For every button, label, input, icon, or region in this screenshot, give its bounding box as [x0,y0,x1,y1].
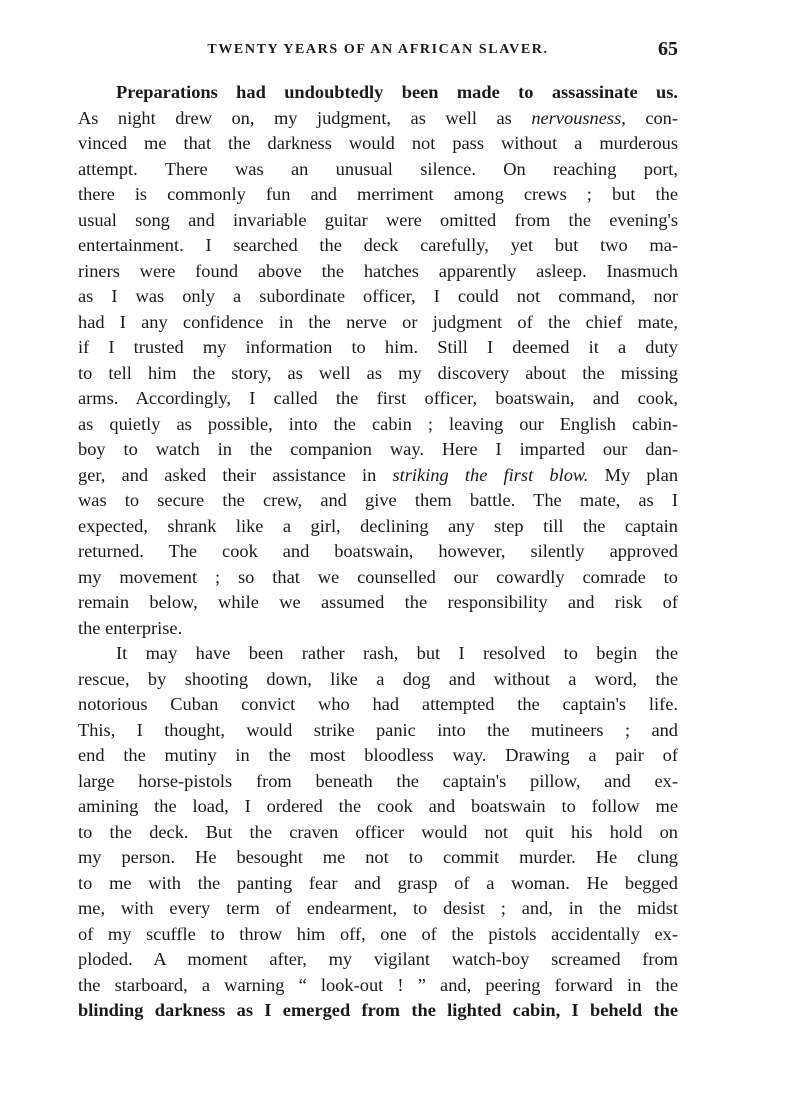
body-text [78,80,678,1024]
text-line: It may have been rather rash, but I resolved to begin the [116,643,678,663]
text-line: to the deck. But the craven officer would not quit his hold on [78,821,678,842]
text-line [78,463,678,489]
text-line: boy to watch in the companion way. Here I imparted our dan- [78,439,678,459]
text-line: my movement ; so that we counselled our cowardly comrade to [78,566,678,587]
text-line: me, with every term of endearment, to desist ; and, in the midst [78,898,678,918]
text-line: attempt. There was an unusual silence. On reaching port, [78,158,678,179]
text-fragment: As night drew on, my judgment, as well as [78,107,532,128]
text-line: vinced me that the darkness would not pass without a murderous [78,133,678,153]
text-line: to me with the panting fear and grasp of a woman. He begged [78,872,678,893]
text-line: expected, shrank like a girl, declining any step till the captain [78,515,678,536]
italic-word: nervousness [531,107,622,128]
text-line: ploded. A moment after, my vigilant watch-boy screamed from [78,949,678,969]
text-line: entertainment. I searched the deck carefully, yet but two ma- [78,235,678,255]
italic-phrase: striking the first blow. [392,464,589,485]
text-line: arms. Accordingly, I called the first officer, boatswain, and cook, [78,388,678,408]
page-number: 65 [658,38,678,60]
text-line: was to secure the crew, and give them battle. The mate, as I [78,490,678,510]
text-line: as quietly as possible, into the cabin ; leaving our English cabin- [78,413,678,434]
text-line: Preparations had undoubtedly been made to assassinate us. [116,82,678,102]
text-line [78,106,678,132]
text-line: usual song and invariable guitar were omitted from the evening's [78,209,678,230]
text-line: of my scuffle to throw him off, one of the pistols accidentally ex- [78,923,678,944]
running-title: TWENTY YEARS OF AN AFRICAN SLAVER. [207,42,549,57]
text-fragment: , con- [621,107,679,128]
text-line: my person. He besought me not to commit murder. He clung [78,847,678,867]
text-fragment: My plan [588,464,679,485]
text-line: riners were found above the hatches apparently asleep. Inasmuch [78,260,678,281]
text-line: rescue, by shooting down, like a dog and without a word, the [78,668,678,689]
text-fragment: ger, and asked their assistance in [78,464,393,485]
running-head [78,38,678,64]
text-line: the starboard, a warning “ look-out ! ” and, peering forward in the [78,974,678,995]
text-line: as I was only a subordinate officer, I could not command, nor [78,286,678,306]
text-line: had I any confidence in the nerve or judgment of the chief mate, [78,311,678,332]
text-line: the enterprise. [78,617,183,638]
text-line: if I trusted my information to him. Still I deemed it a duty [78,337,678,357]
text-line: returned. The cook and boatswain, however, silently approved [78,541,678,561]
text-line: there is commonly fun and merriment among crews ; but the [78,184,678,204]
text-line: large horse-pistols from beneath the captain's pillow, and ex- [78,770,678,791]
text-line: end the mutiny in the most bloodless way. Drawing a pair of [78,745,678,765]
text-line: remain below, while we assumed the responsibility and risk of [78,592,678,612]
text-line: This, I thought, would strike panic into the mutineers ; and [78,719,678,740]
text-line: amining the load, I ordered the cook and boatswain to follow me [78,796,678,816]
text-line: blinding darkness as I emerged from the lighted cabin, I beheld the [78,1000,678,1020]
text-line: notorious Cuban convict who had attempted the captain's life. [78,694,678,714]
text-line: to tell him the story, as well as my discovery about the missing [78,362,678,383]
